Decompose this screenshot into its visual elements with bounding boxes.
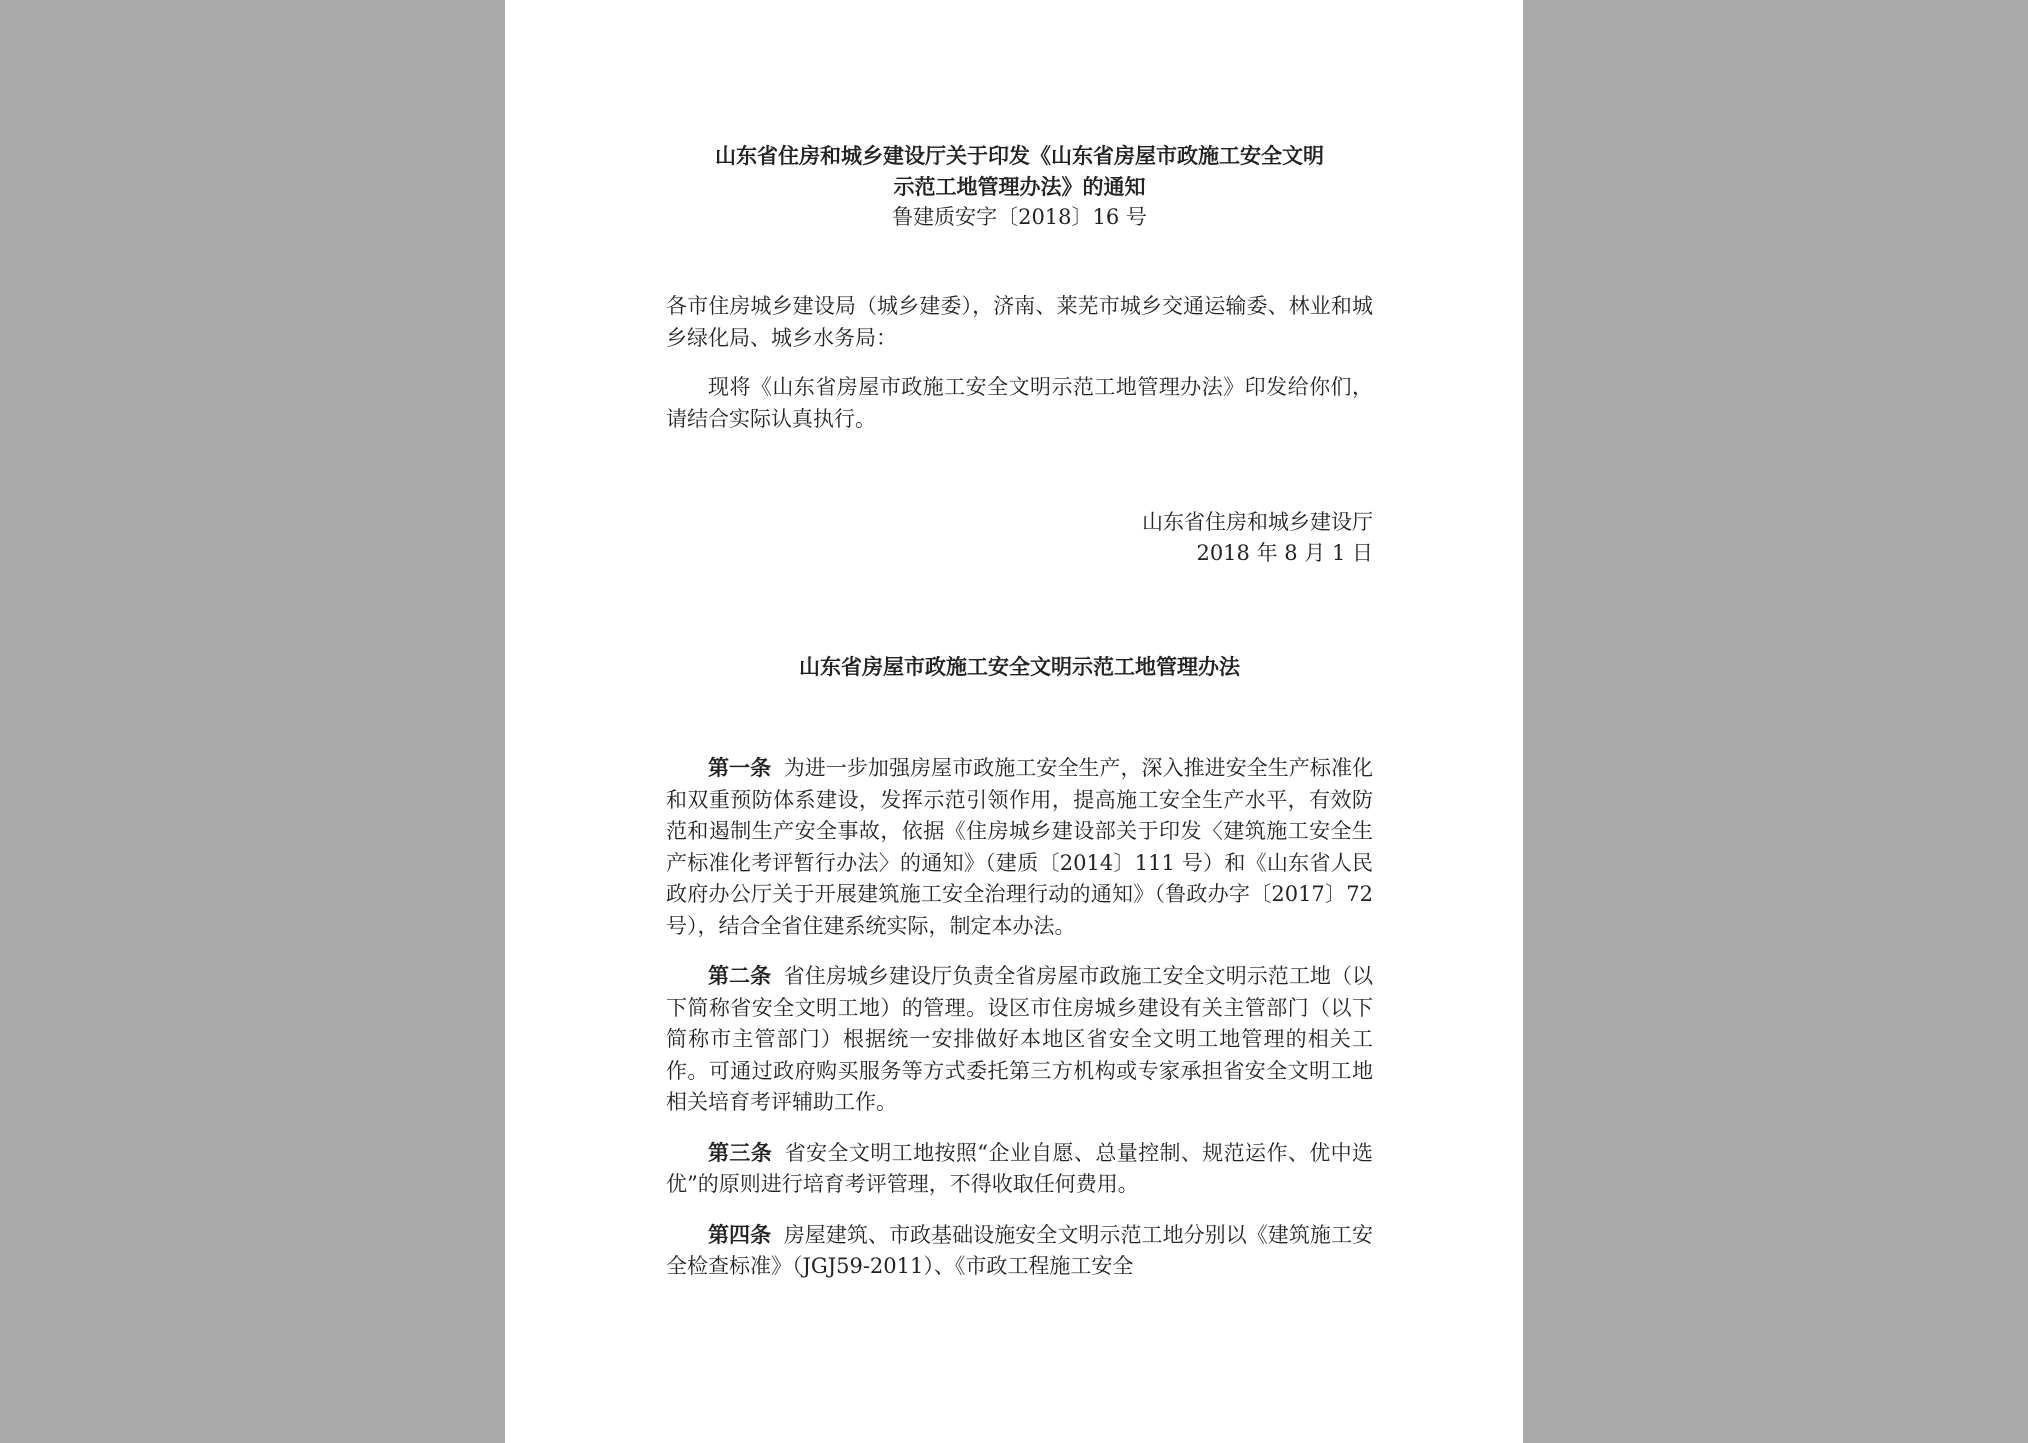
article-text: 为进一步加强房屋市政施工安全生产，深入推进安全生产标准化和双重预防体系建设，发挥示范引领作用，提高施工安全生产水平，有效防范和遏制生产安全事故，依据《住房城乡建设部关于印发〈建筑施工安全生产标准化考评暂行办法〉的通知》（建质〔2014〕111 号）和《山东省人民政府办公厅关于开展建筑施工安全治理行动的通知》（鲁政办字〔2017〕72 号），结合全省住建系统实际，制定本办法。 bbox=[666, 756, 1373, 938]
notice-body: 现将《山东省房屋市政施工安全文明示范工地管理办法》印发给你们，请结合实际认真执行。 bbox=[666, 375, 1373, 431]
document-page bbox=[505, 0, 1523, 1443]
article-label: 第一条 bbox=[708, 755, 772, 780]
regulation-title: 山东省房屋市政施工安全文明示范工地管理办法 bbox=[799, 654, 1240, 679]
page-content bbox=[666, 140, 1373, 1283]
notice-title-line-2: 示范工地管理办法》的通知 bbox=[893, 174, 1146, 199]
signature-date: 2018 年 8 月 1 日 bbox=[1196, 541, 1373, 565]
article-label: 第四条 bbox=[708, 1221, 772, 1247]
article-label: 第二条 bbox=[708, 963, 772, 988]
document-number: 鲁建质安字〔2018〕16 号 bbox=[892, 205, 1147, 229]
article-text: 省安全文明工地按照“企业自愿、总量控制、规范运作、优中选优”的原则进行培育考评管理，不得收取任何费用。 bbox=[666, 1140, 1374, 1196]
article-1 bbox=[666, 752, 1373, 942]
article-3 bbox=[666, 1137, 1373, 1201]
article-4 bbox=[666, 1219, 1373, 1283]
article-2 bbox=[666, 960, 1373, 1119]
article-text: 省住房城乡建设厅负责全省房屋市政施工安全文明示范工地（以下简称省安全文明工地）的管理。设区市住房城乡建设有关主管部门（以下简称市主管部门）根据统一安排做好本地区省安全文明工地管理的相关工作。可通过政府购买服务等方式委托第三方机构或专家承担省安全文明工地相关培育考评辅助工作。 bbox=[666, 964, 1373, 1114]
article-label: 第三条 bbox=[708, 1139, 773, 1165]
addressee: 各市住房城乡建设局（城乡建委），济南、莱芜市城乡交通运输委、林业和城乡绿化局、城乡水务局： bbox=[666, 294, 1373, 350]
article-text: 房屋建筑、市政基础设施安全文明示范工地分别以《建筑施工安全检查标准》（JGJ59-2011）、《市政工程施工安全 bbox=[666, 1222, 1373, 1278]
signature-organization: 山东省住房和城乡建设厅 bbox=[1142, 510, 1373, 534]
notice-title-line-1: 山东省住房和城乡建设厅关于印发《山东省房屋市政施工安全文明 bbox=[715, 143, 1324, 168]
